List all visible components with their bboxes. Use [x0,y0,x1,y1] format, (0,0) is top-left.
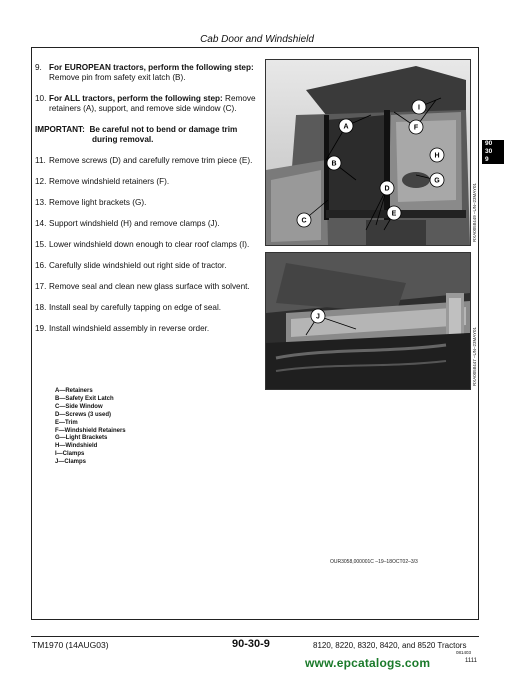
callout-label: D [384,185,390,193]
step-number: 18. [35,303,47,312]
step-number: 9. [35,63,42,72]
legend-item: A—Retainers [55,388,93,394]
photo2-code: RXA0058447 –UN–23MAY01 [472,327,477,386]
step-text: Support windshield (H) and remove clamps (J). [49,219,220,228]
windshield-clamp-photo [265,252,471,390]
step-item [35,324,263,334]
tab-line: 90 [485,140,493,147]
callout-label: C [301,217,307,225]
callout-label: F [413,124,419,132]
step-text: Remove screws (D) and carefully remove trim piece (E). [49,156,253,165]
step-item [35,261,263,271]
important-label: IMPORTANT: [35,125,85,134]
important-note [35,125,263,145]
footer-page-number: 90-30-9 [232,638,270,650]
footer-manual-id: TM1970 (14AUG03) [32,640,109,650]
step-number: 19. [35,324,47,333]
footer-model-list: 8120, 8220, 8320, 8420, and 8520 Tractors [313,641,467,650]
step-number: 17. [35,282,47,291]
tractor-cab-photo [265,59,471,246]
step-text: Remove retainers (A), support, and remove side window (C). [49,94,256,113]
step-text: Remove pin from safety exit latch (B). [49,73,186,82]
step-item [35,94,263,114]
photo1-code: RXA0058449 –UN–23MAY01 [472,183,477,242]
step-item [35,177,263,187]
section-tab [482,140,504,164]
step-text: Remove light brackets (G). [49,198,147,207]
page-header-title: Cab Door and Windshield [200,34,314,45]
step-text: Install windshield assembly in reverse order. [49,324,210,333]
footer-date-code: 081403 [456,650,472,655]
step-text: Install seal by carefully tapping on edge of seal. [49,303,222,312]
step-text: Remove windshield retainers (F). [49,177,170,186]
step-text: Lower windshield down enough to clear roof clamps (I). [49,240,250,249]
step-item [35,240,263,250]
legend-item: G—Light Brackets [55,435,108,442]
tab-line: 9 [485,155,489,163]
callout-label: H [434,152,440,160]
step-number: 16. [35,261,47,270]
legend-item: B—Safety Exit Latch [55,395,114,402]
step-item [35,156,263,166]
step-number: 10. [35,94,47,103]
document-reference: OUR3058,000001C –19–18OCT02–3/3 [330,559,418,565]
instruction-steps [35,63,263,345]
callout-label: B [331,160,337,168]
step-item [35,63,263,83]
callout-label: I [418,104,420,112]
legend-item: J—Clamps [55,459,87,466]
legend-item: D—Screws (3 used) [55,411,112,418]
callout-legend [55,388,126,467]
legend-item: H—Windshield [55,443,98,450]
step-item [35,219,263,229]
watermark-link[interactable]: www.epcatalogs.com [305,656,431,670]
legend-item: E—Trim [55,419,78,426]
callout-label: A [343,123,349,131]
step-text: Carefully slide windshield out right side of tractor. [49,261,227,270]
legend-item: I—Clamps [55,451,85,458]
callout-label: J [316,313,320,321]
step-number: 15. [35,240,47,249]
step-bold-text: For ALL tractors, perform the following step: [49,94,223,103]
step-number: 14. [35,219,47,228]
step-text: Remove seal and clean new glass surface with solvent. [49,282,250,291]
footer-sequence: 1111 [465,658,478,664]
legend-item: C—Side Window [55,403,103,410]
step-bold-text: For EUROPEAN tractors, perform the following step: [49,63,254,72]
important-text: Be careful not to bend or damage trim during removal. [89,125,238,144]
step-item [35,303,263,313]
tab-line: 30 [485,147,493,155]
step-number: 12. [35,177,47,186]
step-item [35,282,263,292]
legend-item: F—Windshield Retainers [55,427,126,434]
footer-divider [31,636,479,637]
callout-label: G [434,177,440,185]
step-number: 13. [35,198,47,207]
step-item [35,198,263,208]
callout-label: E [391,210,397,218]
step-number: 11. [35,156,46,165]
